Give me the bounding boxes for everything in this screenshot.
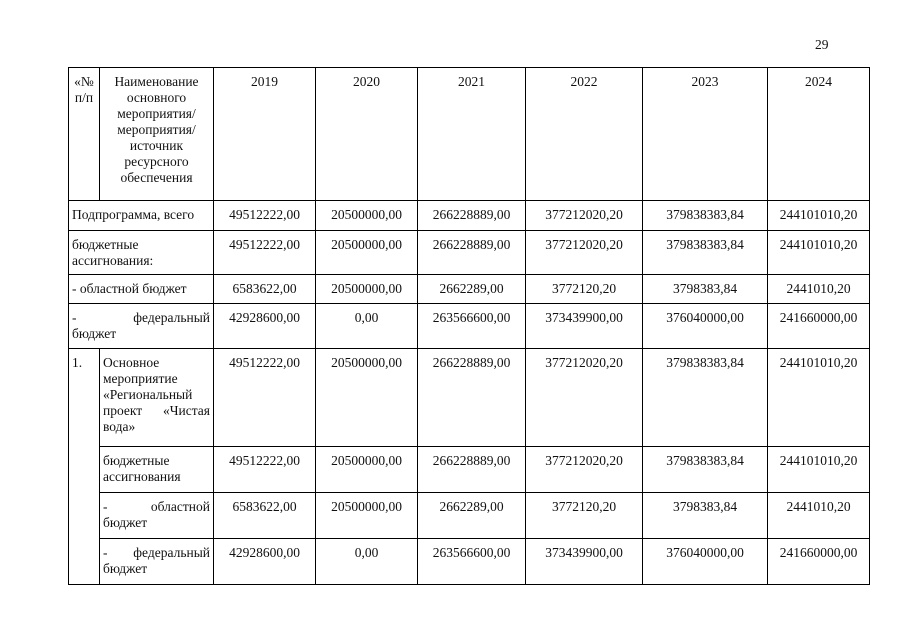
cell-value: 3798383,84 xyxy=(643,493,768,539)
cell-value: 379838383,84 xyxy=(643,201,768,231)
header-num: «№ п/п xyxy=(69,68,100,201)
cell-value: 244101010,20 xyxy=(768,201,870,231)
cell-value: 42928600,00 xyxy=(214,539,316,585)
table-row xyxy=(69,493,870,539)
row-label-tail: бюджет xyxy=(103,561,148,576)
row-label: бюджетные ассигнования: xyxy=(69,231,214,275)
table-row xyxy=(69,231,870,275)
cell-value: 2662289,00 xyxy=(418,275,526,304)
cell-value: 0,00 xyxy=(316,304,418,349)
row-label: Подпрограмма, всего xyxy=(69,201,214,231)
cell-value: 263566600,00 xyxy=(418,304,526,349)
cell-value: 377212020,20 xyxy=(526,349,643,447)
table-row xyxy=(69,275,870,304)
header-year: 2020 xyxy=(316,68,418,201)
row-label xyxy=(100,493,214,539)
cell-value: 376040000,00 xyxy=(643,304,768,349)
cell-value: 377212020,20 xyxy=(526,231,643,275)
cell-value: 379838383,84 xyxy=(643,447,768,493)
cell-value: 266228889,00 xyxy=(418,231,526,275)
budget-table xyxy=(68,67,870,585)
row-label-word: федеральный xyxy=(133,310,210,325)
row-label xyxy=(100,539,214,585)
cell-value: 20500000,00 xyxy=(316,231,418,275)
row-label-dash: - xyxy=(103,545,108,560)
cell-value: 20500000,00 xyxy=(316,447,418,493)
header-year: 2021 xyxy=(418,68,526,201)
item-number: 1. xyxy=(69,349,100,585)
row-label-dash: - xyxy=(72,310,77,325)
table-row xyxy=(69,539,870,585)
cell-value: 3772120,20 xyxy=(526,493,643,539)
cell-value: 42928600,00 xyxy=(214,304,316,349)
cell-value: 373439900,00 xyxy=(526,539,643,585)
cell-value: 379838383,84 xyxy=(643,349,768,447)
row-label xyxy=(69,304,214,349)
table-row xyxy=(69,201,870,231)
row-label-word: областной xyxy=(150,499,210,514)
cell-value: 244101010,20 xyxy=(768,231,870,275)
cell-value: 373439900,00 xyxy=(526,304,643,349)
row-label: - областной бюджет xyxy=(69,275,214,304)
cell-value: 49512222,00 xyxy=(214,201,316,231)
cell-value: 49512222,00 xyxy=(214,447,316,493)
header-year: 2019 xyxy=(214,68,316,201)
row-label-dash: - xyxy=(103,499,108,514)
cell-value: 377212020,20 xyxy=(526,447,643,493)
header-name: Наименование основного мероприятия/ мероприятия/ источник ресурсного обеспечения xyxy=(100,68,214,201)
cell-value: 20500000,00 xyxy=(316,493,418,539)
cell-value: 266228889,00 xyxy=(418,447,526,493)
cell-value: 20500000,00 xyxy=(316,349,418,447)
cell-value: 49512222,00 xyxy=(214,231,316,275)
row-label-word: федеральный xyxy=(133,545,210,560)
cell-value: 379838383,84 xyxy=(643,231,768,275)
cell-value: 3798383,84 xyxy=(643,275,768,304)
table-header-row xyxy=(69,68,870,201)
header-year: 2022 xyxy=(526,68,643,201)
cell-value: 49512222,00 xyxy=(214,349,316,447)
cell-value: 244101010,20 xyxy=(768,447,870,493)
row-label-tail: бюджет xyxy=(103,515,148,530)
table-row xyxy=(69,304,870,349)
cell-value: 6583622,00 xyxy=(214,275,316,304)
table-row xyxy=(69,447,870,493)
cell-value: 2441010,20 xyxy=(768,275,870,304)
cell-value: 20500000,00 xyxy=(316,201,418,231)
cell-value: 2441010,20 xyxy=(768,493,870,539)
item-name: Основное мероприятие «Региональный проект «Чистая вода» xyxy=(100,349,214,447)
cell-value: 6583622,00 xyxy=(214,493,316,539)
cell-value: 266228889,00 xyxy=(418,201,526,231)
cell-value: 263566600,00 xyxy=(418,539,526,585)
table-row xyxy=(69,349,870,447)
cell-value: 20500000,00 xyxy=(316,275,418,304)
cell-value: 3772120,20 xyxy=(526,275,643,304)
cell-value: 241660000,00 xyxy=(768,304,870,349)
header-year: 2023 xyxy=(643,68,768,201)
cell-value: 241660000,00 xyxy=(768,539,870,585)
row-label-tail: бюджет xyxy=(72,326,117,341)
cell-value: 0,00 xyxy=(316,539,418,585)
cell-value: 244101010,20 xyxy=(768,349,870,447)
cell-value: 266228889,00 xyxy=(418,349,526,447)
cell-value: 2662289,00 xyxy=(418,493,526,539)
page-number: 29 xyxy=(815,37,829,52)
cell-value: 377212020,20 xyxy=(526,201,643,231)
row-label: бюджетные ассигнования xyxy=(100,447,214,493)
cell-value: 376040000,00 xyxy=(643,539,768,585)
header-year: 2024 xyxy=(768,68,870,201)
